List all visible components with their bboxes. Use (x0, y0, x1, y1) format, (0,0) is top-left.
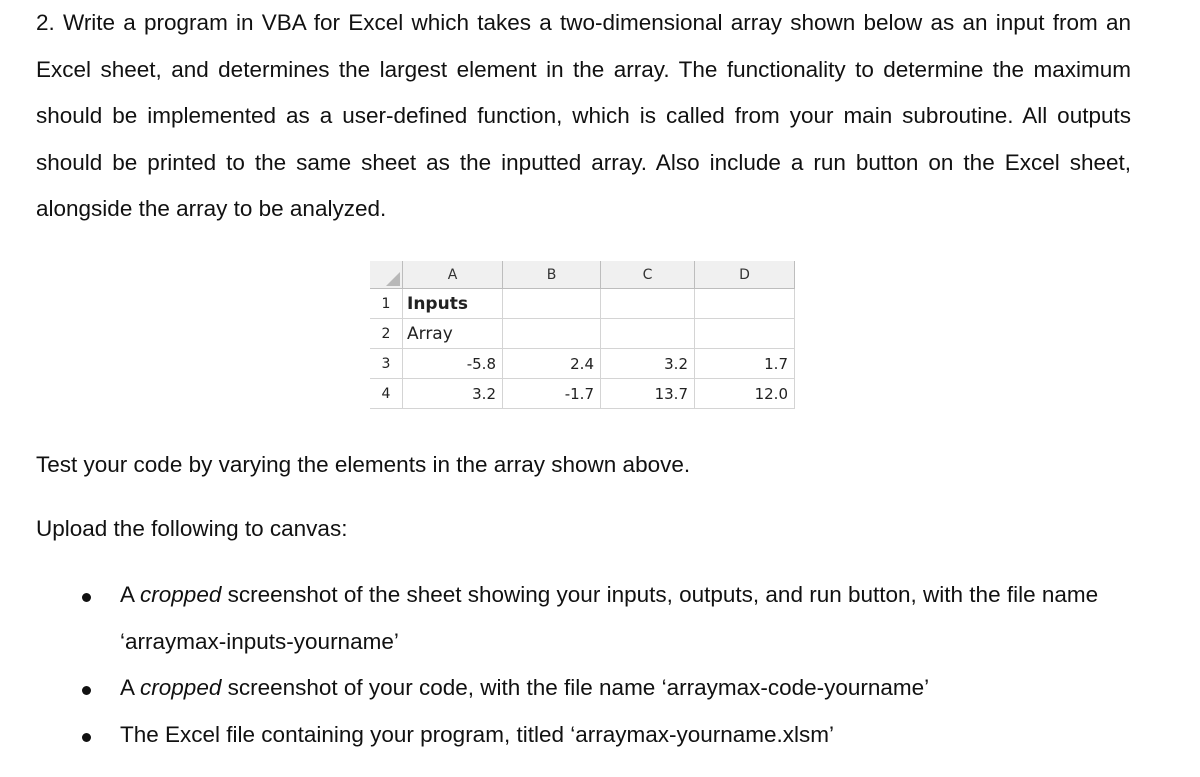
row-header-1: 1 (370, 289, 403, 319)
row-header-3: 3 (370, 349, 403, 379)
bullet-dot-icon (82, 593, 91, 602)
bullet-dot-icon (82, 686, 91, 695)
row-header-2: 2 (370, 319, 403, 349)
column-header-a: A (403, 261, 503, 289)
row-header-4: 4 (370, 379, 403, 409)
bullet-prefix: A (120, 675, 141, 700)
bullet-emphasis: cropped (140, 675, 222, 700)
cell-b4: -1.7 (503, 379, 601, 409)
select-all-corner (370, 261, 403, 289)
bullet-emphasis: cropped (140, 582, 222, 607)
column-header-c: C (601, 261, 695, 289)
cell-b3: 2.4 (503, 349, 601, 379)
test-instruction: Test your code by varying the elements in the array shown above. (36, 452, 691, 477)
cell-d4: 12.0 (695, 379, 795, 409)
bullet-item-code-screenshot (120, 665, 1135, 712)
cell-b1 (503, 289, 601, 319)
cell-b2 (503, 319, 601, 349)
bullet-rest: screenshot of your code, with the file name ‘arraymax-code-yourname’ (221, 675, 930, 700)
corner-triangle-icon (386, 272, 400, 286)
question-text: 2. Write a program in VBA for Excel which takes a two-dimensional array shown below as an input from an Excel sheet, and determines the largest element in the array. The functionality to determine the maximum should be implemented as a user-defined function, which is called from your main subroutine. All outputs should be printed to the same sheet as the inputted array. Also include a run button on the Excel sheet, alongside the array to be analyzed. (36, 10, 1131, 221)
cell-a1: Inputs (403, 289, 503, 319)
bullet-item-excel-file: The Excel file containing your program, titled ‘arraymax-yourname.xlsm’ (120, 722, 835, 747)
column-header-d: D (695, 261, 795, 289)
bullet-item-inputs-screenshot (120, 572, 1135, 665)
bullet-prefix: A (120, 582, 141, 607)
cell-a3: -5.8 (403, 349, 503, 379)
cell-d2 (695, 319, 795, 349)
cell-c1 (601, 289, 695, 319)
cell-d1 (695, 289, 795, 319)
upload-heading: Upload the following to canvas: (36, 516, 348, 541)
cell-d3: 1.7 (695, 349, 795, 379)
bullet-rest: screenshot of the sheet showing your inputs, outputs, and run button, with the file name ‘arraymax-inputs-yourname’ (120, 582, 1099, 654)
cell-c3: 3.2 (601, 349, 695, 379)
excel-sheet-snippet (370, 261, 795, 409)
cell-a2: Array (403, 319, 503, 349)
cell-c2 (601, 319, 695, 349)
bullet-dot-icon (82, 733, 91, 742)
cell-a4: 3.2 (403, 379, 503, 409)
cell-c4: 13.7 (601, 379, 695, 409)
column-header-b: B (503, 261, 601, 289)
